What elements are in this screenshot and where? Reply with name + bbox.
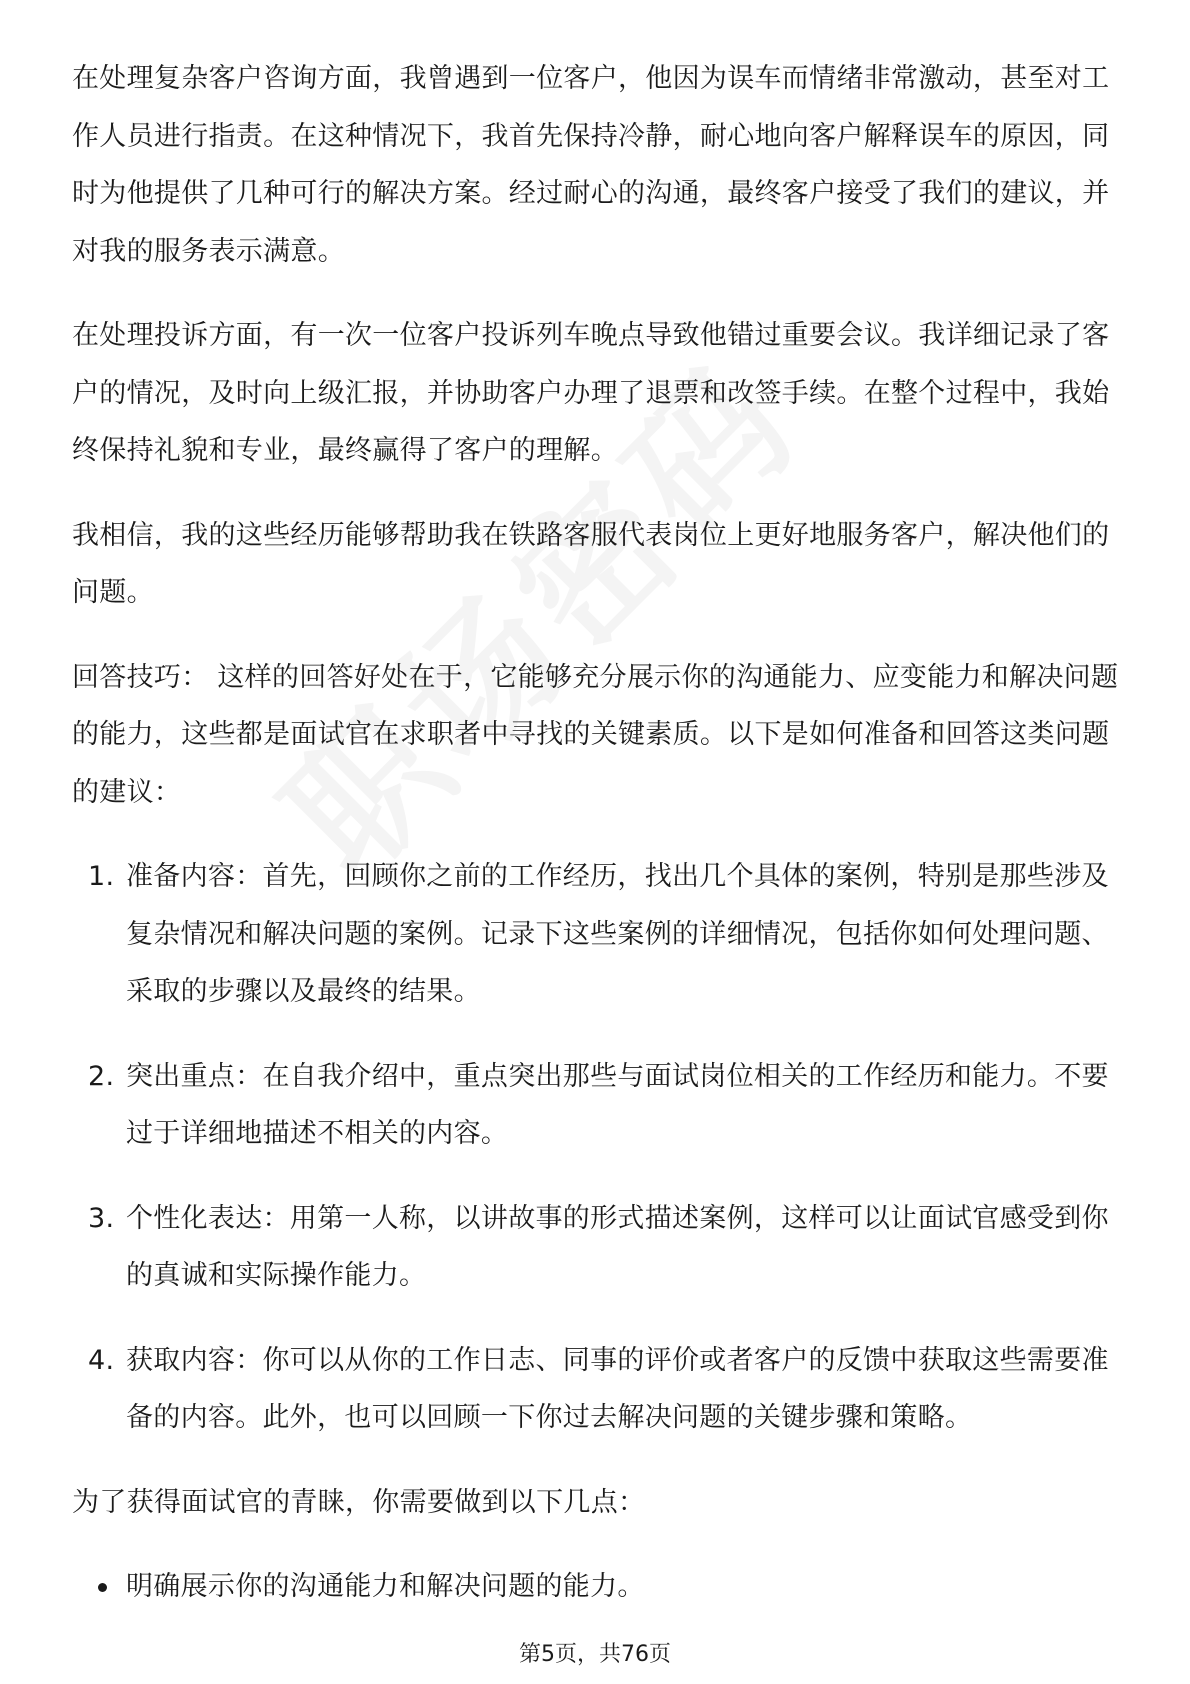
list-item xyxy=(72,1332,1122,1447)
paragraph-1: 在处理复杂客户咨询方面，我曾遇到一位客户，他因为误车而情绪非常激动，甚至对工作人员进行指责。在这种情况下，我首先保持冷静，耐心地向客户解释误车的原因，同时为他提供了几种可行的解决方案。经过耐心的沟通，最终客户接受了我们的建议，并对我的服务表示满意。 xyxy=(72,63,1110,267)
bullet-list xyxy=(72,1558,1122,1616)
document-body xyxy=(72,50,1122,1616)
list-item xyxy=(72,848,1122,1021)
paragraph-2: 在处理投诉方面，有一次一位客户投诉列车晚点导致他错过重要会议。我详细记录了客户的情况，及时向上级汇报，并协助客户办理了退票和改签手续。在整个过程中，我始终保持礼貌和专业，最终赢得了客户的理解。 xyxy=(72,320,1110,466)
paragraph-3: 我相信，我的这些经历能够帮助我在铁路客服代表岗位上更好地服务客户，解决他们的问题。 xyxy=(72,519,1110,608)
page-number-footer: 第5页，共76页 xyxy=(519,1642,671,1667)
list-number: 3. xyxy=(88,1202,115,1234)
closing-paragraph: 为了获得面试官的青睐，你需要做到以下几点： xyxy=(72,1486,646,1518)
list-item xyxy=(72,1048,1122,1163)
bullet-item-text: 明确展示你的沟通能力和解决问题的能力。 xyxy=(126,1571,645,1602)
list-number: 2. xyxy=(88,1060,115,1092)
bullet-dot xyxy=(98,1583,107,1592)
numbered-list xyxy=(72,848,1122,1447)
list-item xyxy=(72,1190,1122,1305)
list-item-text: 获取内容：你可以从你的工作日志、同事的评价或者客户的反馈中获取这些需要准备的内容。此外，也可以回顾一下你过去解决问题的关键步骤和策略。 xyxy=(126,1344,1109,1433)
list-item-text: 准备内容：首先，回顾你之前的工作经历，找出几个具体的案例，特别是那些涉及复杂情况和解决问题的案例。记录下这些案例的详细情况，包括你如何处理问题、采取的步骤以及最终的结果。 xyxy=(126,861,1109,1007)
list-item-text: 突出重点：在自我介绍中，重点突出那些与面试岗位相关的工作经历和能力。不要过于详细地描述不相关的内容。 xyxy=(126,1060,1109,1149)
list-item-text: 个性化表达：用第一人称，以讲故事的形式描述案例，这样可以让面试官感受到你的真诚和实际操作能力。 xyxy=(126,1202,1109,1291)
list-number: 4. xyxy=(88,1344,115,1376)
bullet-item xyxy=(72,1558,1122,1616)
paragraph-4: 回答技巧： 这样的回答好处在于，它能够充分展示你的沟通能力、应变能力和解决问题的能力，这些都是面试官在求职者中寻找的关键素质。以下是如何准备和回答这类问题的建议： xyxy=(72,661,1119,808)
list-number: 1. xyxy=(88,861,115,892)
